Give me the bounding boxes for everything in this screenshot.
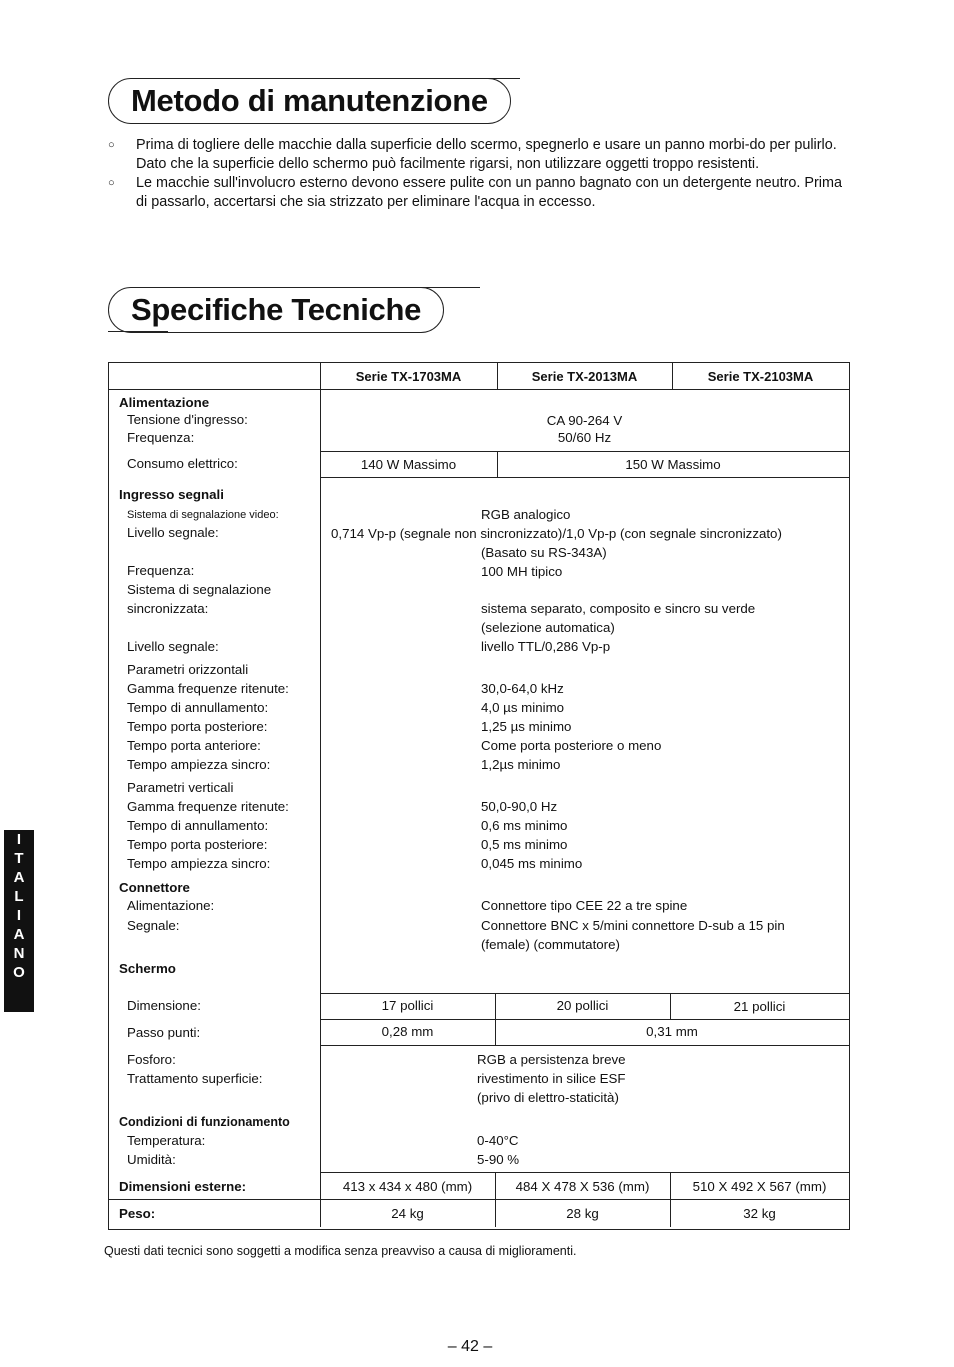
spec-value: RGB a persistenza breve xyxy=(477,1052,626,1067)
title-rule xyxy=(420,287,480,288)
spec-value: livello TTL/0,286 Vp-p xyxy=(481,639,611,654)
row-label: Fosforo: xyxy=(127,1052,176,1067)
column-header: Serie TX-2013MA xyxy=(531,369,638,384)
spec-value: 0,31 mm xyxy=(646,1024,698,1039)
bullet-icon: ○ xyxy=(108,139,115,151)
spec-value: 0,045 ms minimo xyxy=(481,856,583,871)
row-label: Alimentazione: xyxy=(127,898,215,913)
spec-value: 50,0-90,0 Hz xyxy=(481,799,558,814)
row-label: Parametri orizzontali xyxy=(127,662,249,677)
spec-value: 50/60 Hz xyxy=(557,430,612,445)
spec-value: 0,714 Vp-p (segnale non sincronizzato)/1,0 Vp-p (con segnale sincronizzato) xyxy=(331,526,782,541)
spec-value: 4,0 µs minimo xyxy=(481,700,565,715)
spec-value: 0-40°C xyxy=(477,1133,519,1148)
row-label: Frequenza: xyxy=(127,430,195,445)
spec-value: 150 W Massimo xyxy=(625,457,721,472)
group-label: Alimentazione xyxy=(119,395,210,410)
section-title-maintenance: Metodo di manutenzione xyxy=(108,78,511,124)
group-label: Ingresso segnali xyxy=(119,487,224,502)
row-label: Sistema di segnalazione xyxy=(127,582,272,597)
spec-value: Connettore BNC x 5/mini connettore D-sub a 15 pin xyxy=(481,918,785,933)
spec-value: (selezione automatica) xyxy=(481,620,615,635)
row-label: Tempo porta anteriore: xyxy=(127,738,261,753)
language-tab-letter: I xyxy=(16,907,22,924)
spec-value: 20 pollici xyxy=(556,998,609,1013)
row-label: Parametri verticali xyxy=(127,780,234,795)
row-label: Gamma frequenze ritenute: xyxy=(127,681,289,696)
spec-value: 510 X 492 X 567 (mm) xyxy=(692,1179,827,1194)
spec-value: rivestimento in silice ESF xyxy=(477,1071,626,1086)
list-item: ○ Prima di togliere delle macchie dalla superficie dello scermo, spegnerlo e usare un panno morbi-do per pulirlo. Dato che la superficie dello schermo può facilmente rigarsi, non utilizzare oggetti troppo resistenti. xyxy=(108,137,837,172)
row-label: Tensione d'ingresso: xyxy=(127,412,248,427)
spec-value: 0,28 mm xyxy=(381,1024,434,1039)
row-label: Frequenza: xyxy=(127,563,195,578)
footnote: Questi dati tecnici sono soggetti a modifica senza preavviso a causa di miglioramenti. xyxy=(104,1244,577,1258)
group-label: Schermo xyxy=(119,961,176,976)
bullet-icon: ○ xyxy=(108,177,115,189)
row-label: Temperatura: xyxy=(127,1133,206,1148)
spec-value: 5-90 % xyxy=(477,1152,520,1167)
maintenance-list xyxy=(108,136,853,212)
spec-value: 0,6 ms minimo xyxy=(481,818,568,833)
row-label: sincronizzata: xyxy=(127,601,209,616)
row-label: Livello segnale: xyxy=(127,639,219,654)
row-label: Consumo elettrico: xyxy=(127,456,238,471)
spec-value: Come porta posteriore o meno xyxy=(481,738,662,753)
page-number: – 42 – xyxy=(447,1338,493,1355)
spec-value: 0,5 ms minimo xyxy=(481,837,568,852)
row-label: Tempo di annullamento: xyxy=(127,818,269,833)
spec-value: 17 pollici xyxy=(381,998,434,1013)
language-tab-letter: N xyxy=(13,945,25,962)
spec-value: 484 X 478 X 536 (mm) xyxy=(515,1179,650,1194)
language-tab-letter: L xyxy=(14,888,24,905)
spec-value: (privo di elettro-staticità) xyxy=(477,1090,619,1105)
spec-value: 100 MH tipico xyxy=(481,564,563,579)
row-label: Tempo porta posteriore: xyxy=(127,719,268,734)
row-label: Tempo di annullamento: xyxy=(127,700,269,715)
spec-value: 1,25 µs minimo xyxy=(481,719,572,734)
group-label: Condizioni di funzionamento xyxy=(119,1115,290,1129)
spec-value: 24 kg xyxy=(391,1206,424,1221)
row-label: Livello segnale: xyxy=(127,525,219,540)
list-item: ○ Le macchie sull'involucro esterno devono essere pulite con un panno bagnato con un detergente neutro. Prima di passarlo, accertarsi che sia strizzato per eliminare l'acqua in eccesso. xyxy=(108,175,842,210)
spec-value: 413 x 434 x 480 (mm) xyxy=(342,1179,473,1194)
column-header: Serie TX-2103MA xyxy=(707,369,814,384)
spec-value: 32 kg xyxy=(743,1206,776,1221)
language-tab-letter: I xyxy=(16,831,22,848)
spec-value: 21 pollici xyxy=(733,999,786,1014)
section-title-specs: Specifiche Tecniche xyxy=(108,287,444,333)
row-label: Trattamento superficie: xyxy=(127,1071,263,1086)
spec-value: sistema separato, composito e sincro su verde xyxy=(481,601,756,616)
column-header: Serie TX-1703MA xyxy=(355,369,462,384)
spec-value: CA 90-264 V xyxy=(546,413,623,428)
spec-table xyxy=(108,362,850,1230)
title-rule xyxy=(460,78,520,79)
row-label: Umidità: xyxy=(127,1152,176,1167)
spec-value: 140 W Massimo xyxy=(360,457,457,472)
group-label: Dimensioni esterne: xyxy=(119,1179,247,1194)
spec-value: (female) (commutatore) xyxy=(481,937,620,952)
row-label: Tempo ampiezza sincro: xyxy=(127,757,271,772)
spec-value: 28 kg xyxy=(566,1206,599,1221)
language-tab-letter: A xyxy=(13,869,25,886)
row-label: Tempo porta posteriore: xyxy=(127,837,268,852)
row-label: Passo punti: xyxy=(127,1025,201,1040)
group-label: Connettore xyxy=(119,880,190,895)
title-rule xyxy=(108,331,168,332)
row-label: Gamma frequenze ritenute: xyxy=(127,799,289,814)
language-tab xyxy=(4,830,34,1012)
group-label: Peso: xyxy=(119,1206,156,1221)
spec-value: (Basato su RS-343A) xyxy=(481,545,607,560)
row-label: Dimensione: xyxy=(127,998,201,1013)
row-label: Tempo ampiezza sincro: xyxy=(127,856,271,871)
language-tab-letter: T xyxy=(14,850,24,867)
spec-value: Connettore tipo CEE 22 a tre spine xyxy=(481,898,688,913)
row-label: Sistema di segnalazione video: xyxy=(127,509,279,521)
row-label: Segnale: xyxy=(127,918,180,933)
spec-value: 1,2µs minimo xyxy=(481,757,561,772)
spec-value: 30,0-64,0 kHz xyxy=(481,681,564,696)
spec-value: RGB analogico xyxy=(481,507,571,522)
language-tab-letter: A xyxy=(13,926,25,943)
language-tab-letter: O xyxy=(13,964,25,981)
